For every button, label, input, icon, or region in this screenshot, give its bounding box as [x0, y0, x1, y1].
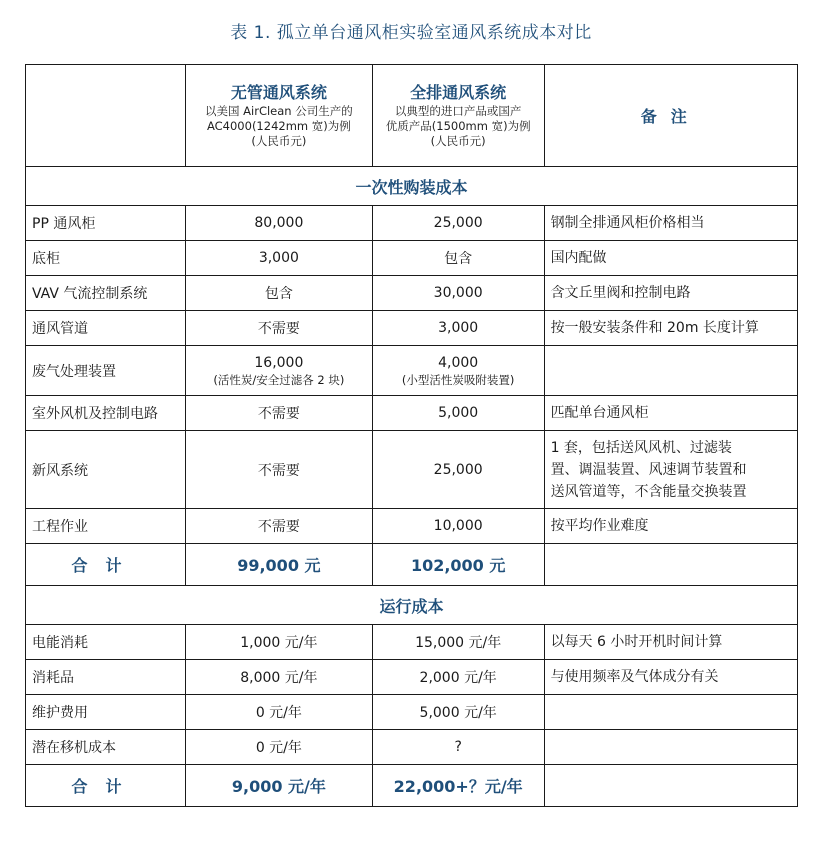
row-note	[544, 730, 797, 765]
section-title-purchase: 一次性购装成本	[26, 167, 798, 206]
full-exhaust-sub-3: (人民币元)	[430, 134, 486, 148]
header-remarks: 备注	[544, 65, 797, 167]
row-item: 室外风机及控制电路	[26, 396, 186, 431]
table-row	[26, 695, 798, 730]
row-ductless-value: 不需要	[185, 311, 372, 346]
row-full-value: 30,000	[372, 276, 544, 311]
header-empty-cell	[26, 65, 186, 167]
section-row-purchase	[26, 167, 798, 206]
ductless-title: 无管通风系统	[230, 83, 327, 102]
section-title-operation: 运行成本	[26, 586, 798, 625]
purchase-total-label: 合计	[26, 544, 186, 586]
note-line-1: 1 套，包括送风风机、过滤装	[550, 439, 732, 456]
operation-total-full: 22,000+？元/年	[372, 765, 544, 807]
row-note: 国内配做	[544, 241, 797, 276]
operation-total-label: 合计	[26, 765, 186, 807]
operation-total-note	[544, 765, 797, 807]
row-ductless-value: 3,000	[185, 241, 372, 276]
purchase-total-ductless: 99,000 元	[185, 544, 372, 586]
table-caption: 表 1. 孤立单台通风柜实验室通风系统成本对比	[230, 23, 592, 43]
row-item: 电能消耗	[26, 625, 186, 660]
row-full-value: 3,000	[372, 311, 544, 346]
row-note: 含文丘里阀和控制电路	[544, 276, 797, 311]
row-item: 工程作业	[26, 509, 186, 544]
row-full-value: ?	[372, 730, 544, 765]
ductless-sub-3: (人民币元)	[251, 134, 307, 148]
row-note	[544, 346, 797, 396]
row-ductless-value: 80,000	[185, 206, 372, 241]
purchase-total-note	[544, 544, 797, 586]
full-value-detail: (小型活性炭吸附装置)	[401, 372, 515, 387]
row-note: 按平均作业难度	[544, 509, 797, 544]
row-item: 通风管道	[26, 311, 186, 346]
row-item: 底柜	[26, 241, 186, 276]
full-exhaust-sub-2: 优质产品(1500mm 宽)为例	[385, 119, 531, 133]
table-row	[26, 346, 798, 396]
table-row	[26, 241, 798, 276]
row-item: 维护费用	[26, 695, 186, 730]
row-note: 以每天 6 小时开机时间计算	[544, 625, 797, 660]
row-ductless-value	[185, 346, 372, 396]
table-row	[26, 509, 798, 544]
note-line-2: 置、调温装置、风速调节装置和	[550, 461, 747, 478]
note-line-3: 送风管道等，不含能量交换装置	[550, 483, 747, 500]
table-header-row	[26, 65, 798, 167]
row-ductless-value: 不需要	[185, 431, 372, 509]
row-ductless-value: 8,000 元/年	[185, 660, 372, 695]
ductless-sub-1: 以美国 AirClean 公司生产的	[205, 104, 353, 118]
purchase-total-full: 102,000 元	[372, 544, 544, 586]
row-item: 新风系统	[26, 431, 186, 509]
table-row	[26, 311, 798, 346]
row-full-value: 15,000 元/年	[372, 625, 544, 660]
table-row	[26, 276, 798, 311]
row-note: 按一般安装条件和 20m 长度计算	[544, 311, 797, 346]
purchase-total-row	[26, 544, 798, 586]
row-ductless-value: 0 元/年	[185, 695, 372, 730]
row-full-value	[372, 346, 544, 396]
full-value-main: 4,000	[438, 354, 479, 371]
row-full-value: 5,000 元/年	[372, 695, 544, 730]
row-note: 与使用频率及气体成分有关	[544, 660, 797, 695]
row-note	[544, 431, 797, 509]
section-row-operation	[26, 586, 798, 625]
row-ductless-value: 0 元/年	[185, 730, 372, 765]
row-ductless-value: 不需要	[185, 396, 372, 431]
row-ductless-value: 包含	[185, 276, 372, 311]
row-item: 潜在移机成本	[26, 730, 186, 765]
row-full-value: 包含	[372, 241, 544, 276]
header-ductless	[185, 65, 372, 167]
row-item: 废气处理装置	[26, 346, 186, 396]
table-row	[26, 206, 798, 241]
row-item: 消耗品	[26, 660, 186, 695]
ductless-value-main: 16,000	[254, 354, 304, 371]
operation-total-ductless: 9,000 元/年	[185, 765, 372, 807]
ductless-value-detail: (活性炭/安全过滤各 2 块)	[213, 372, 345, 387]
row-full-value: 5,000	[372, 396, 544, 431]
row-full-value: 25,000	[372, 206, 544, 241]
row-full-value: 2,000 元/年	[372, 660, 544, 695]
table-row	[26, 431, 798, 509]
full-exhaust-title: 全排通风系统	[410, 83, 507, 102]
full-exhaust-sub-1: 以典型的进口产品或国产	[394, 104, 522, 118]
row-ductless-value: 1,000 元/年	[185, 625, 372, 660]
table-row	[26, 660, 798, 695]
cost-comparison-table	[25, 64, 798, 807]
row-item: VAV 气流控制系统	[26, 276, 186, 311]
table-row	[26, 730, 798, 765]
row-note: 钢制全排通风柜价格相当	[544, 206, 797, 241]
table-row	[26, 625, 798, 660]
header-full-exhaust	[372, 65, 544, 167]
row-full-value: 25,000	[372, 431, 544, 509]
row-note	[544, 695, 797, 730]
row-item: PP 通风柜	[26, 206, 186, 241]
operation-total-row	[26, 765, 798, 807]
row-note: 匹配单台通风柜	[544, 396, 797, 431]
row-ductless-value: 不需要	[185, 509, 372, 544]
row-full-value: 10,000	[372, 509, 544, 544]
ductless-sub-2: AC4000(1242mm 宽)为例	[206, 119, 351, 133]
table-row	[26, 396, 798, 431]
